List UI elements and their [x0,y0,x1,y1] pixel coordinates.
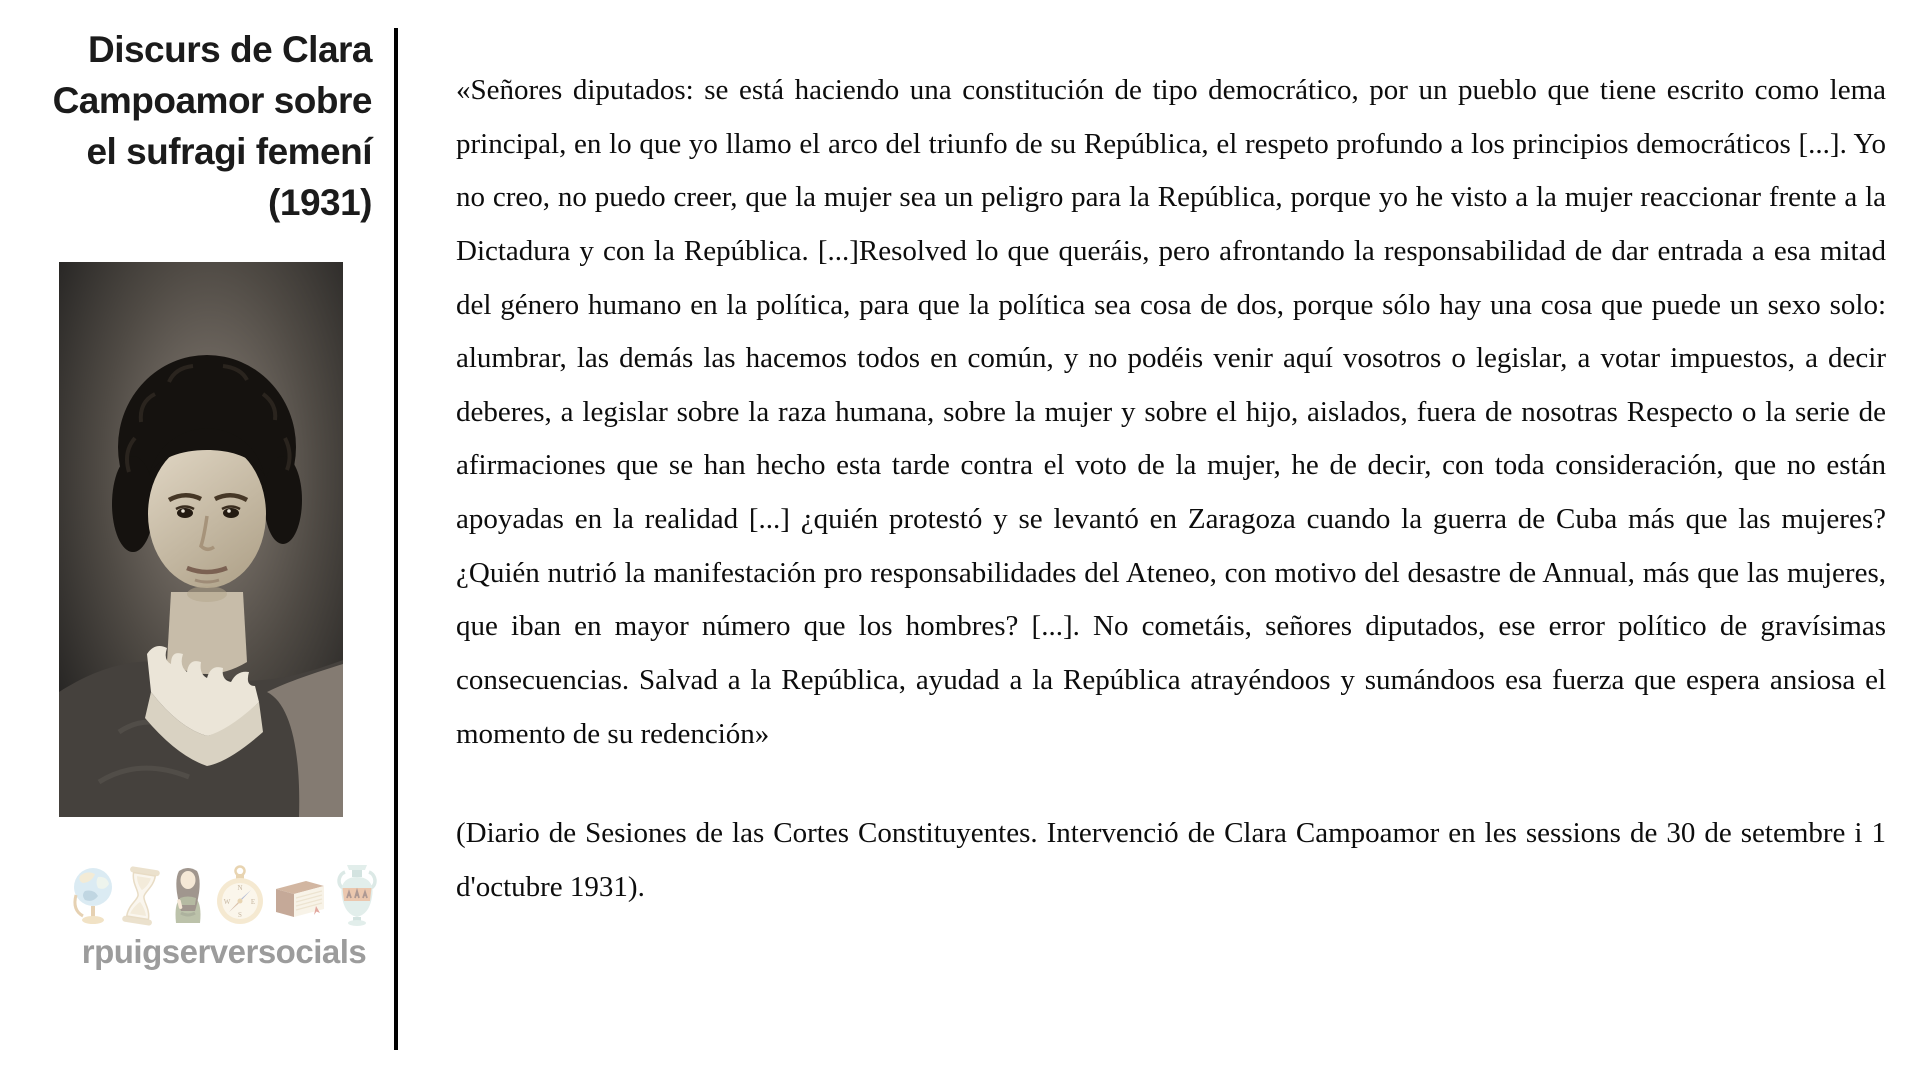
citation-text: (Diario de Sesiones de las Cortes Constituyentes. Intervenció de Clara Campoamor en les sessions de 30 de setembre i 1 d'octubre 1931). [456,817,1886,903]
branding-handle: rpuigserversocials [81,933,367,971]
compass-icon [215,863,265,927]
quote-text: «Señores diputados: se está haciendo una constitución de tipo democrático, por un pueblo que tiene escrito como lema principal, en lo que yo llamo el arco del triunfo de su República, el respeto profundo a los principios democráticos [...]. Yo no creo, no puedo creer, que la mujer sea un peligro para la República, porque yo he visto a la mujer reaccionar frente a la Dictadura y con la República. [...]Resolved lo que queráis, pero afrontando la responsabilidad de dar entrada a esa mitad del género humano en la política, para que la política sea cosa de dos, porque sólo hay una cosa que puede un sexo solo: alumbrar, las demás las hacemos todos en común, y no podéis venir aquí vosotros o legislar, a votar impuestos, a decir deberes, a legislar sobre la raza humana, sobre la mujer y sobre el hijo, aislados, fuera de nosotras Respecto o la serie de afirmaciones que se han hecho esta tarde contra el voto de la mujer, he de decir, con toda consideración, que no están apoyadas en la realidad [...] ¿quién protestó y se levantó en Zaragoza cuando la guerra de Cuba más que las mujeres? ¿Quién nutrió la manifestación pro responsabilidades del Ateneo, con motivo del desastre de Annual, más que las mujeres, que iban en mayor número que los hombres? [...]. No cometáis, señores diputados, ese error político de gravísimas consecuencias. Salvad a la República, ayudad a la República atrayéndoos y sumándoos esa fuerza que espera ansiosa el momento de su redención» [456,74,1886,750]
left-panel [40,24,372,971]
quote-panel [456,64,1886,915]
title-line-4: (1931) [268,182,372,224]
amphora-icon [335,863,379,927]
title-line-3: el sufragi femení [86,131,372,173]
svg-text:N: N [236,884,243,893]
svg-text:W: W [223,898,230,907]
branding [74,863,374,971]
hourglass-icon [121,865,161,927]
title-line-1: Discurs de Clara [87,29,372,70]
mona-lisa-icon [168,865,208,927]
clara-campoamor-photo [59,262,343,817]
portrait-illustration [59,262,343,817]
svg-text:E: E [250,898,255,907]
book-icon [272,875,328,927]
vertical-divider [394,28,398,1050]
svg-text:S: S [237,911,242,920]
branding-icons [74,863,374,927]
title-line-2: Campoamor sobre [52,80,372,122]
page-title [40,24,372,228]
globe-icon [70,865,114,927]
